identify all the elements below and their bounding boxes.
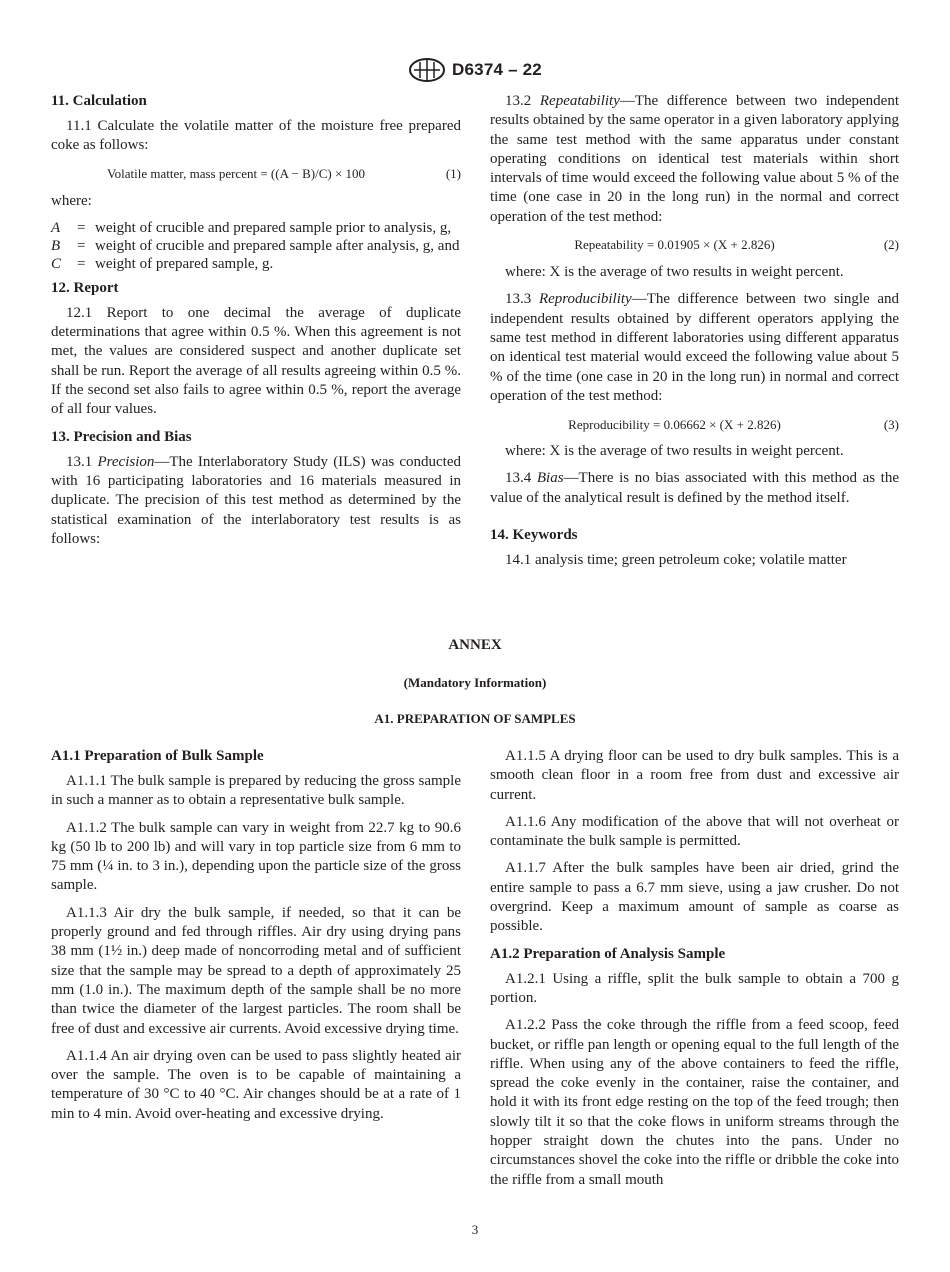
variable-list: [51, 219, 461, 273]
a1-1-7: A1.1.7 After the bulk samples have been air dried, grind the entire sample to pass a 6.7 mm sieve, using a jaw crusher. Do not overgrind. Keep a maximum amount of sample as coarse as possible.: [490, 860, 899, 935]
right-column-bottom: [490, 747, 899, 1198]
section-13-3: [490, 290, 899, 406]
left-column-top: [51, 92, 461, 557]
section-13-4-number: 13.4: [505, 470, 532, 487]
variable-equals: =: [77, 255, 86, 272]
a1-2-title: A1.2 Preparation of Analysis Sample: [490, 945, 726, 962]
section-13-1-text: —The Interlaboratory Study (ILS) was conducted with 16 participating laboratories and 16 materials measured in duplicate. The precision of this test method as determined by the statistical examination of the interlaboratory test results is as follows:: [51, 453, 462, 547]
bias-term: Bias: [536, 470, 564, 487]
astm-logo-icon: [408, 58, 446, 82]
variable-symbol: A: [51, 219, 61, 236]
variable-definition: weight of prepared sample, g.: [95, 255, 274, 272]
where-label: where:: [51, 192, 92, 209]
a1-1-6: A1.1.6 Any modification of the above that will not overheat or contaminate the bulk sample is permitted.: [490, 813, 899, 850]
variable-definition: weight of crucible and prepared sample prior to analysis, g,: [95, 219, 452, 236]
section-13-title: 13. Precision and Bias: [51, 428, 192, 445]
a1-title: A1. PREPARATION OF SAMPLES: [374, 711, 576, 726]
equation-2: [490, 235, 899, 255]
section-14-1: 14.1 analysis time; green petroleum coke; volatile matter: [505, 552, 847, 569]
variable-definition: weight of crucible and prepared sample after analysis, g, and: [95, 237, 460, 254]
section-13-1: [51, 453, 461, 549]
section-12-1: 12.1 Report to one decimal the average of duplicate determinations that agree within 0.5 %. When this agreement is not met, the values are considered suspect and another duplicate set shall be run. Report the average of all results agreeing within 0.5 %. If the second set also fails to agree within 0.5 %, report the average of all four values.: [51, 304, 461, 418]
section-13-2-number: 13.2: [505, 93, 532, 109]
page-number: 3: [471, 1222, 479, 1237]
section-13-2-text: —The difference between two independent results obtained by the same operator in a given laboratory applying the same test method with the same apparatus under constant operating conditions on identical test materials within short intervals of time would exceed the following value about 5 % of the time (one case in 20 in the long run) in the normal and correct operation of the test method:: [490, 93, 900, 225]
section-13-4: [490, 469, 899, 508]
variable-symbol: C: [51, 255, 62, 272]
where-clause-2: where: X is the average of two results in weight percent.: [505, 264, 844, 281]
a1-1-1: A1.1.1 The bulk sample is prepared by reducing the gross sample in such a manner as to obtain a representative bulk sample.: [51, 773, 461, 809]
standard-designation: D6374 – 22: [452, 60, 542, 79]
where-clause-3: where: X is the average of two results in weight percent.: [505, 443, 844, 460]
a1-2-2: A1.2.2 Pass the coke through the riffle from a feed scoop, feed bucket, or riffle pan length or opening equal to the full length of the riffle. When using any of the above containers to feed the riffle, spread the coke evenly in the container, raise the container, and hold it with its front edge resting on the top of the feed trough; then slowly tilt it so that the coke flows in uniform streams through the hopper straight down the chutes into the pans. Under no circumstances shovel the coke into the riffle or dribble the coke into the riffle from a small mouth: [490, 1017, 899, 1188]
a1-2-1: A1.2.1 Using a riffle, split the bulk sample to obtain a 700 g portion.: [490, 970, 899, 1006]
left-column-bottom: [51, 747, 461, 1132]
equation-3-expr: Reproducibility = 0.06662 × (X + 2.826): [568, 416, 781, 432]
section-13-1-number: 13.1: [66, 453, 93, 470]
equation-3: [490, 414, 899, 434]
a1-1-title: A1.1 Preparation of Bulk Sample: [51, 748, 264, 764]
equation-1-number: (1): [445, 165, 461, 181]
repeatability-term: Repeatability: [539, 93, 620, 109]
section-13-2: [490, 92, 899, 227]
equation-2-expr: Repeatability = 0.01905 × (X + 2.826): [574, 237, 775, 253]
section-12-title: 12. Report: [51, 279, 119, 296]
equation-2-number: (2): [883, 237, 899, 253]
section-13-3-text: —The difference between two single and independent results obtained by different operators applying the same test method in different laboratories using different apparatus on identical test material would exceed the following value about 5 % of the time (one case in 20 in the long run) in normal and correct operation of the test method:: [490, 291, 900, 404]
a1-1-2: A1.1.2 The bulk sample can vary in weight from 22.7 kg to 90.6 kg (50 lb to 200 lb) and will vary in top particle size from 6 mm to 75 mm (¼ in. to 3 in.), depending upon the particle size of the gross sample.: [51, 819, 461, 894]
precision-term: Precision: [97, 453, 155, 470]
section-11-1: 11.1 Calculate the volatile matter of the moisture free prepared coke as follows:: [51, 118, 461, 154]
variable-equals: =: [77, 237, 86, 254]
section-13-3-number: 13.3: [505, 291, 532, 308]
reproducibility-term: Reproducibility: [538, 291, 632, 308]
variable-row: [51, 237, 461, 255]
variable-symbol: B: [51, 237, 61, 254]
equation-3-number: (3): [883, 416, 899, 432]
a1-1-4: A1.1.4 An air drying oven can be used to pass slightly heated air over the sample. The oven is to be capable of maintaining a temperature of 30 °C to 40 °C. Air changes should be at a rate of 1 min to 4 min. Avoid over-heating and excessive drying.: [51, 1047, 461, 1122]
section-11-title: 11. Calculation: [51, 93, 147, 109]
variable-row: [51, 219, 461, 237]
right-column-top: [490, 92, 899, 578]
equation-1: [51, 164, 461, 184]
page-header: [0, 57, 950, 83]
variable-equals: =: [77, 219, 86, 236]
mandatory-information: (Mandatory Information): [403, 675, 547, 690]
section-14-title: 14. Keywords: [490, 527, 578, 544]
variable-row: [51, 255, 461, 273]
equation-1-expr: Volatile matter, mass percent = ((A − B)/C) × 100: [106, 165, 366, 181]
a1-1-3: A1.1.3 Air dry the bulk sample, if needed, so that it can be properly ground and fed through riffles. Air dry using drying pans 38 mm (1½ in.) deep made of noncorroding metal and of sufficient size that the sample may be spread to a depth of approximately 25 mm (1.0 in.). The maximum depth of the sample shall be no more than twice the diameter of the largest particles. The room shall be free of dust and excessive air currents. Avoid excessive drying time.: [51, 904, 461, 1037]
section-13-4-text: —There is no bias associated with this method as the value of the analytical result is defined by the method itself.: [490, 470, 900, 506]
annex-title: ANNEX: [448, 637, 502, 653]
a1-1-5: A1.1.5 A drying floor can be used to dry bulk samples. This is a smooth clean floor in a room free from dust and excessive air current.: [490, 748, 899, 803]
